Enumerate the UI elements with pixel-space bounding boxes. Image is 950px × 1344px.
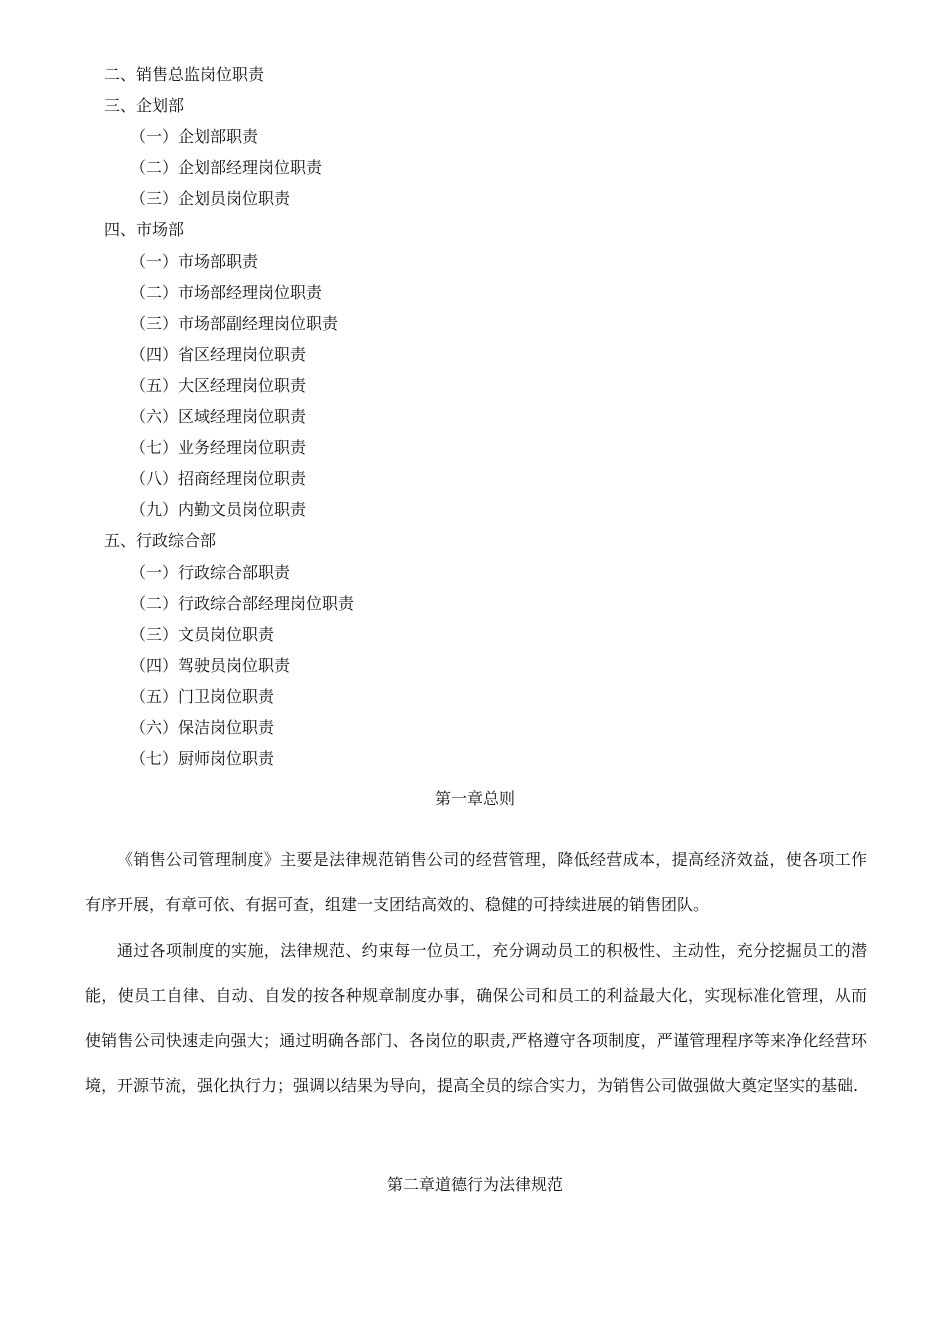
chapter-2-title: 第二章道德行为法律规范 bbox=[386, 1175, 563, 1194]
toc-item: 三、企划部 bbox=[104, 96, 185, 116]
chapter-1-title: 第一章总则 bbox=[434, 789, 515, 808]
toc-subitem: （九）内勤文员岗位职责 bbox=[130, 500, 307, 520]
chapter-1-paragraph-1: 《销售公司管理制度》主要是法律规范销售公司的经营管理，降低经营成本，提高经济效益，使各项工作有序开展，有章可依、有据可查，组建一支团结高效的、稳健的可持续进展的销售团队。 bbox=[85, 850, 867, 914]
toc-item: 二、销售总监岗位职责 bbox=[104, 65, 265, 84]
toc-subitem: （三）企划员岗位职责 bbox=[130, 189, 291, 209]
toc-item: 五、行政综合部 bbox=[104, 531, 217, 551]
toc-subitem: （七）厨师岗位职责 bbox=[130, 749, 275, 769]
toc-subitem: （八）招商经理岗位职责 bbox=[130, 469, 307, 489]
toc-subitem: （五）大区经理岗位职责 bbox=[130, 375, 307, 395]
toc-subitem: （四）驾驶员岗位职责 bbox=[130, 655, 291, 675]
toc-subitem: （六）保洁岗位职责 bbox=[130, 717, 275, 737]
toc-subitem: （一）企划部职责 bbox=[130, 127, 259, 147]
toc-subitem: （四）省区经理岗位职责 bbox=[130, 344, 307, 364]
toc-subitem: （一）行政综合部职责 bbox=[130, 562, 291, 582]
toc-subitem: （五）门卫岗位职责 bbox=[130, 686, 275, 706]
toc-subitem: （三）文员岗位职责 bbox=[130, 624, 275, 644]
toc-subitem: （一）市场部职责 bbox=[130, 251, 259, 271]
toc-item: 四、市场部 bbox=[104, 220, 185, 240]
table-of-contents bbox=[104, 59, 864, 774]
toc-subitem: （七）业务经理岗位职责 bbox=[130, 438, 307, 458]
chapter-1-paragraph-2: 通过各项制度的实施，法律规范、约束每一位员工，充分调动员工的积极性、主动性，充分挖掘员工的潜能，使员工自律、自动、自发的按各种规章制度办事，确保公司和员工的利益最大化，实现标准化管理，从而使销售公司快速走向强大；通过明确各部门、各岗位的职责,严格遵守各项制度，严谨管理程序等来净化经营环境，开源节流，强化执行力；强调以结果为导向，提高全员的综合实力，为销售公司做强做大奠定坚实的基础. bbox=[85, 941, 867, 1095]
toc-subitem: （三）市场部副经理岗位职责 bbox=[130, 313, 339, 333]
toc-subitem: （二）企划部经理岗位职责 bbox=[130, 158, 323, 178]
toc-subitem: （二）市场部经理岗位职责 bbox=[130, 282, 323, 302]
toc-subitem: （六）区域经理岗位职责 bbox=[130, 407, 307, 427]
toc-subitem: （二）行政综合部经理岗位职责 bbox=[130, 593, 355, 613]
